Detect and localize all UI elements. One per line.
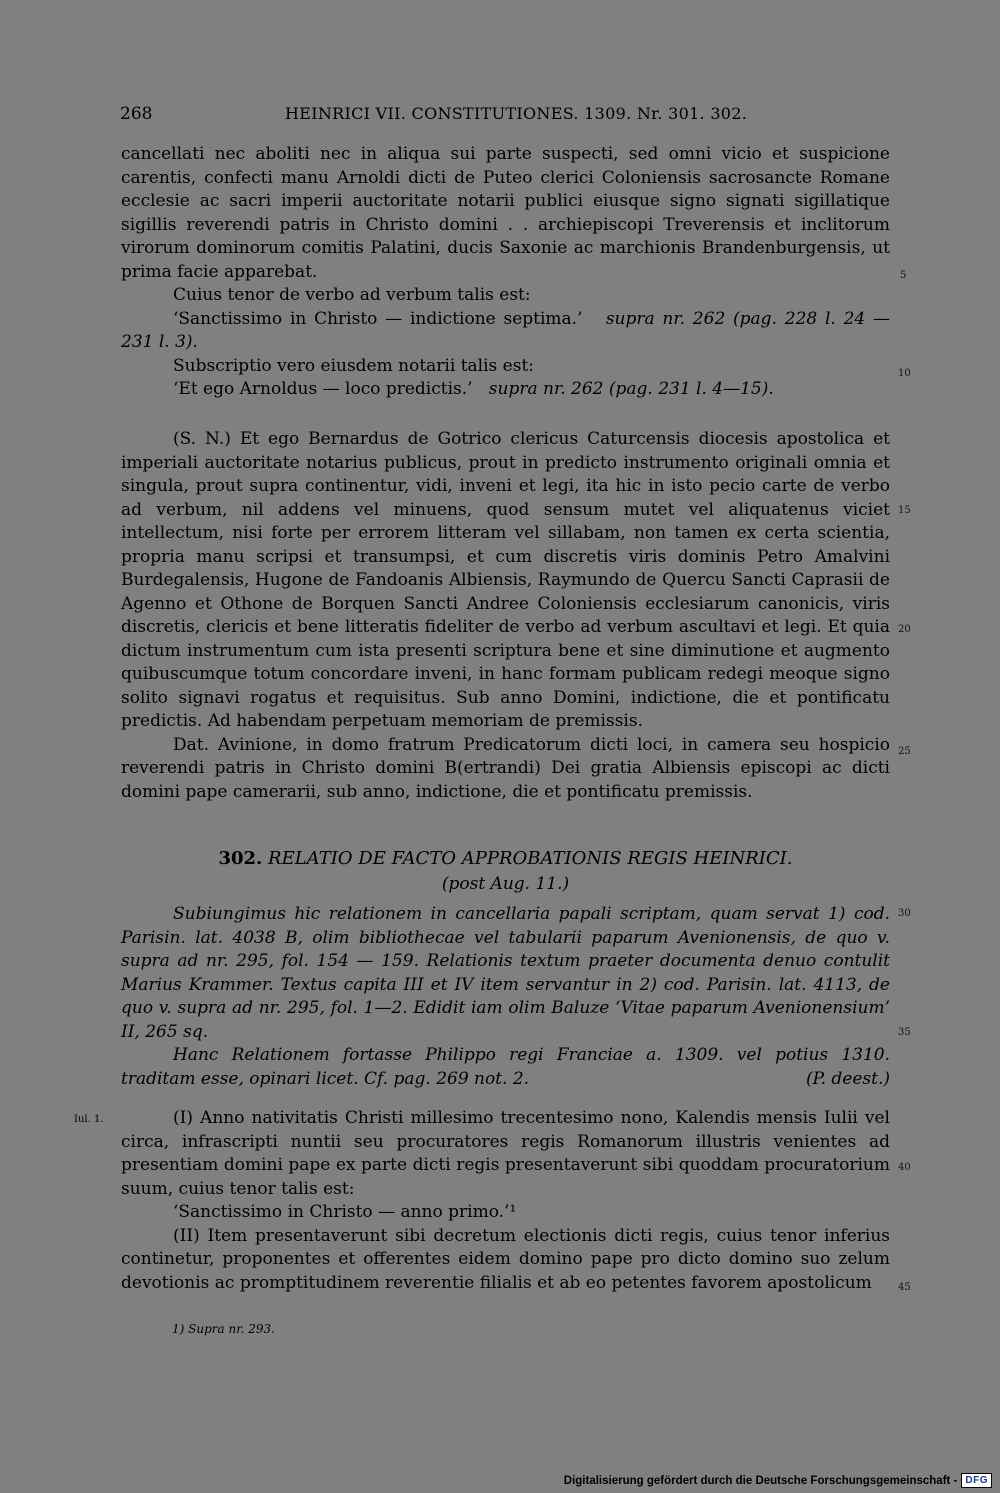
paragraph-arnoldus — [121, 378, 890, 402]
line-number: 25 — [898, 746, 911, 757]
dfg-logo: DFG — [961, 1473, 992, 1488]
editorial-introduction — [121, 903, 890, 1091]
paragraph: Dat. Avinione, in domo fratrum Predicatorum dicti loci, in camera seu hospicio reverendi patris in Christo domini B(ertrandi) Dei gratia Albiensis episcopi ac dicti domini pape camerarii, sub anno, indictione, die et pontificatu premissis. — [121, 734, 890, 802]
paragraph: ‘Sanctissimo in Christo — anno primo.’¹ — [173, 1202, 517, 1222]
section-date: (post Aug. 11.) — [441, 874, 570, 894]
line-number: 40 — [898, 1162, 911, 1173]
line-number: 45 — [898, 1282, 911, 1293]
dfg-credit — [564, 1473, 992, 1488]
paragraph-subscriptio: Subscriptio vero eiusdem notarii talis est: — [173, 355, 535, 376]
page-header — [120, 104, 890, 124]
paragraph-sanctissimo — [121, 308, 890, 355]
section-heading — [121, 848, 890, 869]
paragraph: (II) Item presentaverunt sibi decretum electionis dicti regis, cuius tenor inferius continetur, proponentes et offerentes eidem domino pape pro dicto domino suo zelum devotionis ac promptitudinem reverentie filialis et ab eo petentes favorem apostolicum — [121, 1225, 890, 1293]
paragraph — [121, 1044, 890, 1091]
line-number: 15 — [898, 505, 911, 516]
running-title: HEINRICI VII. CONSTITUTIONES. 1309. Nr. 301. 302. — [285, 104, 748, 123]
text-block-attestation — [121, 428, 890, 804]
text-block-relatio — [121, 1107, 890, 1295]
line-number: 20 — [898, 624, 911, 635]
margin-date-note: Iul. 1. — [74, 1114, 104, 1125]
line-number: 30 — [898, 908, 911, 919]
page-number: 268 — [120, 104, 153, 124]
credit-text: Digitalisierung gefördert durch die Deutsche Forschungsgemeinschaft - — [563, 1474, 958, 1487]
text-block-continuation — [121, 143, 890, 402]
cross-reference: supra nr. 262 (pag. 228 l. 24 — 231 l. 3). — [121, 308, 890, 352]
paragraph: cancellati nec aboliti nec in aliqua sui parte suspecti, sed omni vicio et suspicione carentis, confecti manu Arnoldi dicti de Puteo clerici Coloniensis sacrosancte Romane ecclesie ac sacri imperii auctoritate notarii publici eiusque signo signati sigillatique sigillis reverendi patris in Christo domini . . archiepiscopi Treverensis et inclitorum virorum dominorum comitis Palatini, ducis Saxonie ac marchionis Brandenburgensis, ut prima facie apparebat. — [121, 144, 890, 282]
edition-sigla: (P. deest.) — [805, 1068, 890, 1089]
line-number: 35 — [898, 1027, 911, 1038]
quote-text: ‘Sanctissimo in Christo — indictione septima.’ — [173, 308, 583, 329]
footnote: 1) Supra nr. 293. — [172, 1322, 275, 1336]
paragraph: (S. N.) Et ego Bernardus de Gotrico clericus Caturcensis diocesis apostolica et imperiali auctoritate notarius publicus, prout in predicto instrumento originali omnia et singula, prout supra continentur, vidi, inveni et legi, ita hic in isto pecio carte de verbo ad verbum, nil addens vel minuens, quod sensum mutet vel aliquatenus viciet intellectum, nisi forte per errorem litteram vel sillabam, non tamen ex certa scientia, propria manu scripsi et transumpsi, et cum discretis viris dominis Petro Amalvini Burdegalensis, Hugone de Fandoanis Albiensis, Raymundo de Quercu Sancti Caprasii de Agenno et Othone de Borquen Sancti Andree Coloniensis ecclesiarum canonicis, viris discretis, clericis et bene litteratis fideliter de verbo ad verbum ascultavi et legi. Et quia dictum instrumentum cum ista presenti scriptura bene et sine diminutione et augmento quibuscumque totum concordare inveni, in hanc formam publicam redegi meoque signo solito signavi rogatus et requisitus. Sub anno Domini, indictione, die et pontificatu predictis. Ad habendam perpetuam memoriam de premissis. — [121, 429, 890, 731]
paragraph-tenor: Cuius tenor de verbo ad verbum talis est: — [173, 285, 531, 305]
paragraph: Subiungimus hic relationem in cancellaria papali scriptam, quam servat 1) cod. Parisin. lat. 4038 B, olim bibliothecae vel tabularii paparum Avenionensis, de quo v. supra ad nr. 295, fol. 154 — 159. Relationis textum praeter documenta denuo contulit Marius Krammer. Textus capita III et IV item servantur in 2) cod. Parisin. lat. 4113, de quo v. supra ad nr. 295, fol. 1—2. Edidit iam olim Baluze ‘Vitae paparum Avenionensium’ II, 265 sq. — [121, 904, 890, 1042]
quote-text: ‘Et ego Arnoldus — loco predictis.’ — [173, 379, 473, 399]
line-number: 5 — [900, 270, 907, 281]
section-title: RELATIO DE FACTO APPROBATIONIS REGIS HEINRICI. — [268, 848, 793, 869]
line-number: 10 — [898, 368, 911, 379]
cross-reference: supra nr. 262 (pag. 231 l. 4—15). — [488, 379, 774, 399]
paragraph-text: Hanc Relationem fortasse Philippo regi Franciae a. 1309. vel potius 1310. traditam esse, opinari licet. Cf. pag. 269 not. 2. — [121, 1045, 890, 1089]
paragraph: (I) Anno nativitatis Christi millesimo trecentesimo nono, Kalendis mensis Iulii vel circa, infrascripti nuntii seu procuratores regis Romanorum illustris venientes ad presentiam domini pape ex parte dicti regis presentaverunt sibi quoddam procuratorium suum, cuius tenor talis est: — [121, 1108, 890, 1199]
section-number: 302. — [218, 848, 263, 869]
